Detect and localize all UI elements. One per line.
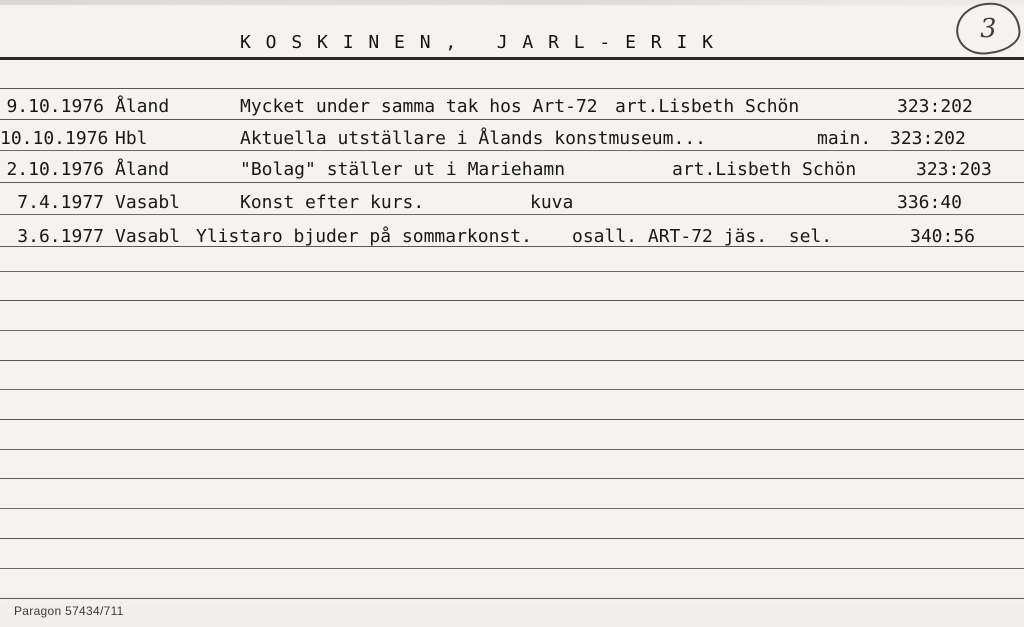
entry-ref: 323:202	[890, 128, 966, 149]
entry-ref: 340:56	[910, 226, 976, 247]
entry-source: Åland	[115, 159, 170, 180]
entry-title: "Bolag" ställer ut i Mariehamn	[240, 159, 566, 180]
entry-title: Mycket under samma tak hos Art-72	[240, 96, 598, 117]
entry-title: Konst efter kurs.	[240, 192, 425, 213]
entry-ref: 323:202	[897, 96, 973, 117]
entry-ref: 323:203	[916, 159, 992, 180]
entry-note: kuva	[530, 192, 574, 213]
entry-note: art.Lisbeth Schön	[672, 159, 857, 180]
card-title: K O S K I N E N , J A R L - E R I K	[240, 32, 715, 53]
entry-note: art.Lisbeth Schön	[615, 96, 800, 117]
entry-note: osall. ART-72 jäs. sel.	[572, 226, 833, 247]
card-stock-label: Paragon 57434/711	[14, 604, 124, 618]
entry-note: main.	[817, 128, 872, 149]
header-rule	[0, 57, 1024, 60]
entry-ref: 336:40	[897, 192, 963, 213]
entry-date: 3.6.1977	[17, 226, 104, 247]
entry-row	[0, 159, 1024, 183]
entry-title: Ylistaro bjuder på sommarkonst.	[196, 226, 532, 247]
entry-row	[0, 128, 1024, 152]
entry-date: 7.4.1977	[17, 192, 104, 213]
entry-title: Aktuella utställare i Ålands konstmuseum...	[240, 128, 706, 149]
entry-source: Hbl	[115, 128, 148, 149]
entry-source: Vasabl	[115, 192, 181, 213]
entry-row	[0, 226, 1024, 250]
entry-row	[0, 192, 1024, 216]
page-number: 3	[979, 13, 997, 44]
entry-source: Vasabl	[115, 226, 181, 247]
entry-date: 9.10.1976	[6, 96, 104, 117]
scan-edge-shadow	[0, 0, 1024, 5]
entry-source: Åland	[115, 96, 170, 117]
page-number-circle	[954, 0, 1023, 57]
entry-date: 10.10.1976	[0, 128, 109, 149]
entry-date: 2.10.1976	[6, 159, 104, 180]
entry-row	[0, 96, 1024, 120]
